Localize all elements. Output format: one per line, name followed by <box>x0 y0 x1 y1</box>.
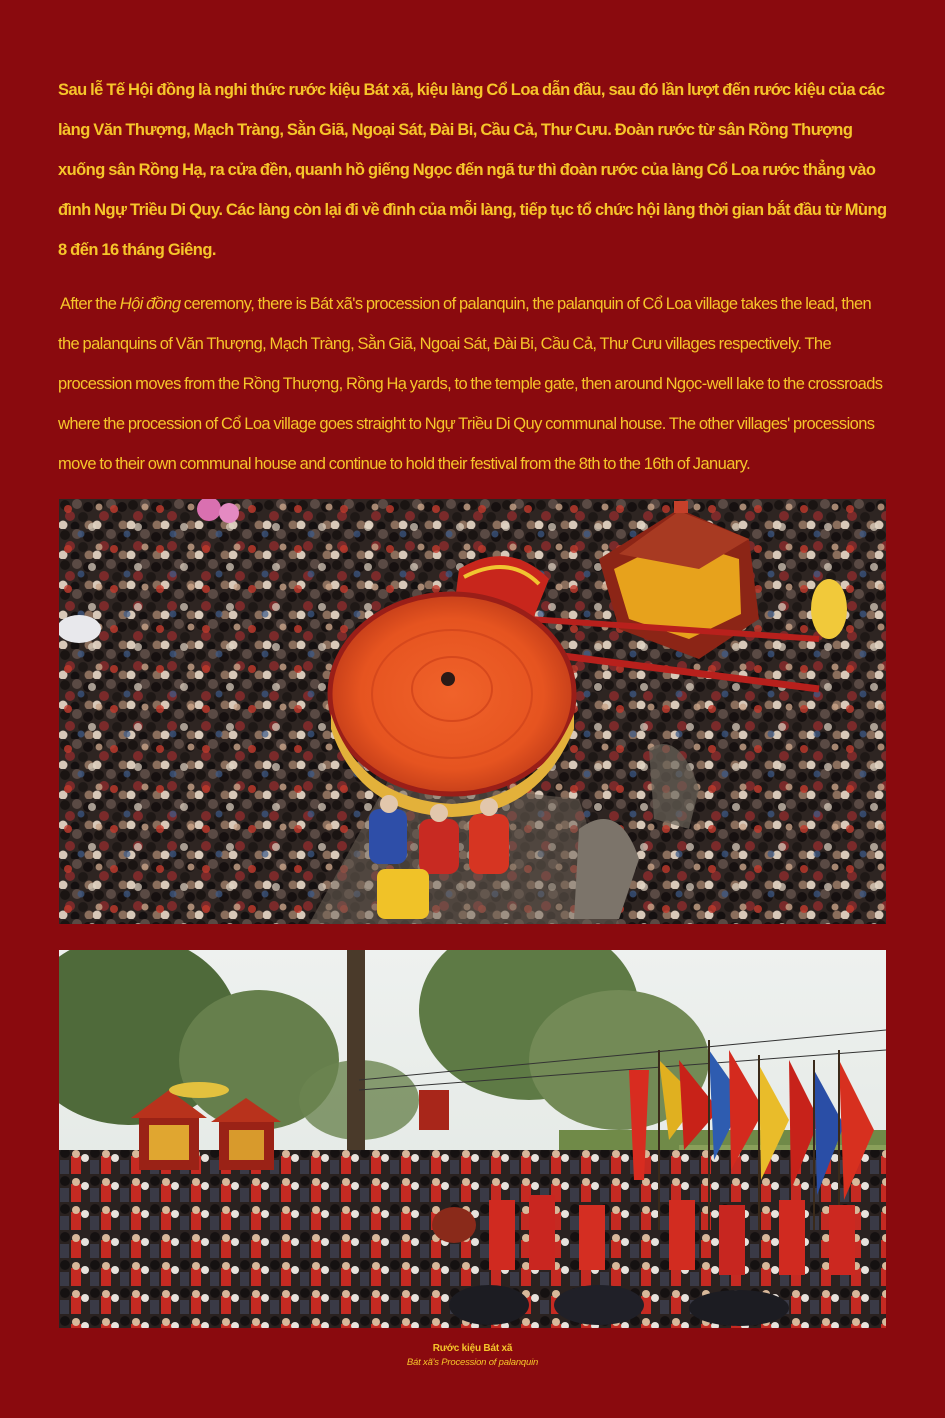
photo-procession-flags <box>59 950 886 1328</box>
paragraph-english-part-1: After the <box>60 295 120 313</box>
paragraph-english-italic-term: Hội đồng <box>119 295 181 313</box>
photo-crowd-parasol <box>59 499 886 924</box>
photo-procession-flags-illustration <box>59 950 886 1328</box>
photo-caption <box>0 1342 945 1369</box>
paragraph-english <box>58 284 888 484</box>
paragraph-english-part-2: ceremony, there is Bát xã's procession of palanquin, the palanquin of Cổ Loa village takes the lead, then the palanquins of Văn Thượng, Mạch Tràng, Sằn Giã, Ngoại Sát, Đài Bi, Cầu Cả, Thư Cưu villages respectively. The procession moves from the Rồng Thượng, Rồng Hạ yards, to the temple gate, then around Ngọc-well lake to the crossroads where the procession of Cổ Loa village goes straight to Ngự Triều Di Quy communal house. The other villages' processions move to their own communal house and continue to hold their festival from the 8th to the 16th of January. <box>58 295 883 473</box>
parasol-shape <box>330 594 574 817</box>
paragraph-vietnamese: Sau lễ Tế Hội đồng là nghi thức rước kiệu Bát xã, kiệu làng Cổ Loa dẫn đầu, sau đó lần lượt đến rước kiệu của các làng Văn Thượng, Mạch Tràng, Sằn Giã, Ngoại Sát, Đài Bi, Cầu Cả, Thư Cưu. Đoàn rước từ sân Rồng Thượng xuống sân Rồng Hạ, ra cửa đền, quanh hồ giếng Ngọc đến ngã tư thì đoàn rước của làng Cổ Loa rước thẳng vào đình Ngự Triều Di Quy. Các làng còn lại đi về đình của mỗi làng, tiếp tục tổ chức hội làng thời gian bắt đầu từ Mùng 8 đến 16 tháng Giêng. <box>58 81 887 259</box>
caption-english: Bát xã's Procession of palanquin <box>406 1357 539 1368</box>
photo-crowd-parasol-illustration <box>59 499 886 924</box>
caption-vietnamese: Rước kiệu Bát xã <box>432 1343 513 1354</box>
